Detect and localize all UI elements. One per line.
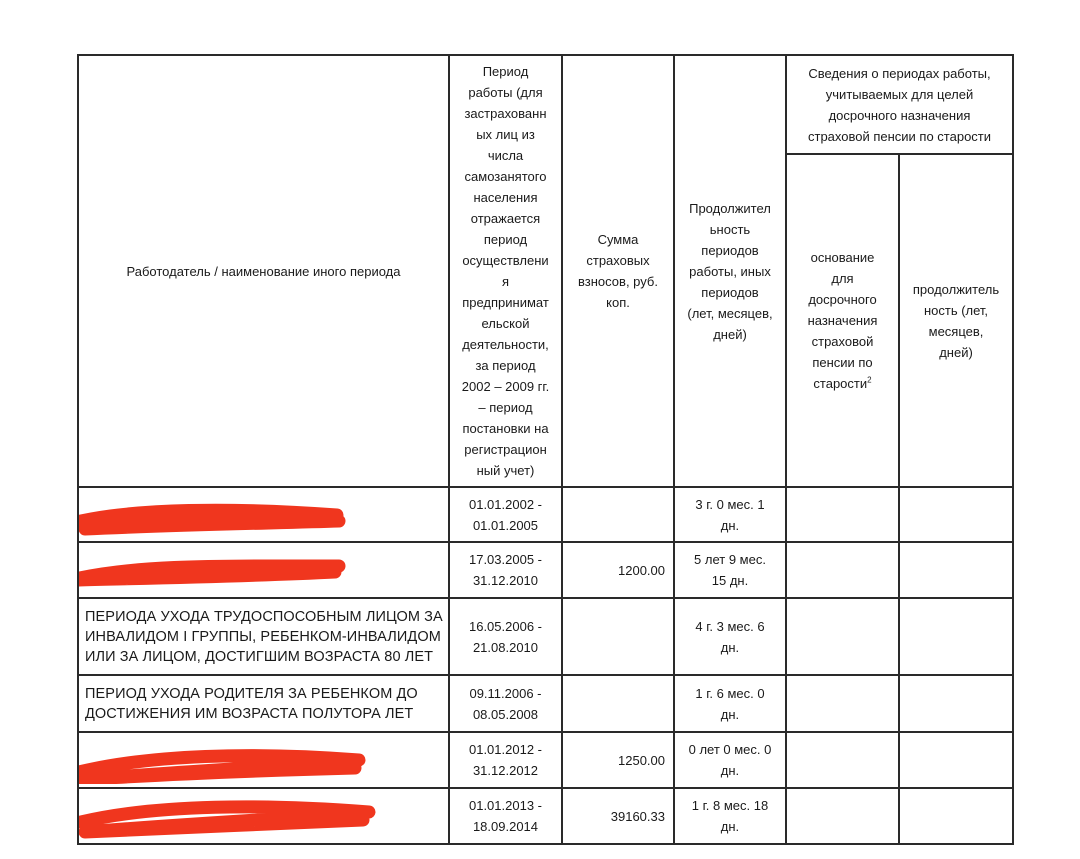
contribution-cell: 39160.33: [562, 788, 674, 844]
early-duration-cell: [899, 732, 1013, 788]
header-duration-line: Продолжител: [689, 200, 771, 216]
header-early-basis-line: назначения: [807, 313, 878, 328]
header-duration-line: (лет, месяцев,: [687, 305, 773, 321]
employer-text-line: ПЕРИОДА УХОДА ТРУДОСПОСОБНЫМ ЛИЦОМ ЗА: [85, 608, 443, 625]
period-cell: [449, 675, 562, 732]
duration-line: 4 г. 3 мес. 6: [695, 618, 765, 634]
header-duration-line: дней): [713, 326, 747, 342]
early-basis-cell: [786, 542, 899, 598]
early-basis-cell: [786, 732, 899, 788]
header-early-group-line: Сведения о периодах работы,: [808, 65, 991, 81]
header-work-period-line: я: [501, 274, 510, 289]
header-work-period-line: 2002 – 2009 гг.: [461, 379, 550, 394]
period-line: 17.03.2005 -: [468, 552, 542, 567]
early-duration-cell: [899, 487, 1013, 542]
duration-line: 15 дн.: [711, 573, 749, 588]
header-contributions-line: Сумма: [597, 232, 639, 247]
header-early-basis-line: досрочного: [808, 292, 877, 307]
period-line: 18.09.2014: [472, 819, 539, 834]
period-line: 08.05.2008: [472, 706, 539, 722]
header-early-duration-line: дней): [939, 344, 973, 360]
header-work-period-line: ный учет): [476, 463, 535, 478]
header-work-period-line: – период: [478, 400, 533, 415]
header-early-duration-line: месяцев,: [928, 323, 984, 339]
employer-text-line: ДОСТИЖЕНИЯ ИМ ВОЗРАСТА ПОЛУТОРА ЛЕТ: [85, 705, 414, 722]
duration-cell: [674, 675, 786, 732]
duration-line: дн.: [720, 763, 740, 778]
header-early-basis-line: [791, 373, 894, 394]
table-row: [78, 487, 1013, 542]
header-duration-line: периодов: [701, 284, 759, 300]
redaction-mark: [85, 740, 444, 780]
redaction-mark: [85, 550, 444, 590]
header-work-period-line: постановки на: [462, 421, 549, 436]
employer-text-line: ИНВАЛИДОМ I ГРУППЫ, РЕБЕНКОМ-ИНВАЛИДОМ: [85, 628, 441, 645]
duration-line: 1 г. 8 мес. 18: [691, 798, 769, 813]
employer-cell: [78, 732, 449, 788]
employer-cell: [78, 487, 449, 542]
header-contributions-line: страховых: [586, 253, 650, 268]
redaction-mark: [85, 796, 444, 836]
table-row: [78, 732, 1013, 788]
header-duration-line: периодов: [701, 242, 759, 258]
period-line: 01.01.2005: [472, 517, 539, 533]
header-early-group-line: страховой пенсии по старости: [807, 128, 992, 144]
period-line: 21.08.2010: [472, 639, 539, 655]
header-early-basis: [786, 154, 899, 487]
contribution-cell: [562, 598, 674, 675]
header-early-duration: [899, 154, 1013, 487]
duration-cell: [674, 487, 786, 542]
early-duration-cell: [899, 598, 1013, 675]
header-work-period-line: Период: [482, 64, 529, 79]
period-line: 01.01.2002 -: [468, 496, 542, 512]
duration-line: 1 г. 6 мес. 0: [695, 685, 765, 701]
duration-line: дн.: [720, 639, 740, 655]
duration-line: дн.: [720, 706, 740, 722]
employer-cell: [78, 675, 449, 732]
period-cell: [449, 788, 562, 844]
early-duration-cell: [899, 675, 1013, 732]
header-work-period-line: отражается: [470, 211, 541, 226]
header-work-period-line: населения: [473, 190, 538, 205]
duration-line: 5 лет 9 мес.: [694, 552, 766, 567]
period-line: 16.05.2006 -: [468, 618, 542, 634]
header-work-period-line: деятельности,: [462, 337, 549, 352]
header-work-period-line: за период: [475, 358, 536, 373]
header-work-period-line: работы (для: [468, 85, 543, 100]
period-line: 31.12.2010: [472, 573, 539, 588]
header-work-period-line: предпринимат: [462, 295, 549, 310]
period-cell: [449, 542, 562, 598]
header-work-period-line: ых лиц из: [476, 127, 535, 142]
contribution-cell: [562, 487, 674, 542]
table-row: [78, 542, 1013, 598]
pension-periods-table: [77, 54, 1014, 845]
duration-line: дн.: [720, 819, 740, 834]
header-early-pension-group: [786, 55, 1013, 154]
period-line: 09.11.2006 -: [469, 685, 542, 701]
contribution-cell: 1250.00: [562, 732, 674, 788]
duration-cell: [674, 732, 786, 788]
header-employer: [78, 55, 449, 487]
header-work-period-line: ельской: [481, 316, 530, 331]
period-cell: [449, 732, 562, 788]
header-work-period-line: период: [483, 232, 528, 247]
employer-text-line: ПЕРИОД УХОДА РОДИТЕЛЯ ЗА РЕБЕНКОМ ДО: [85, 685, 418, 702]
header-early-basis-line: пенсии по: [812, 355, 873, 370]
duration-cell: [674, 788, 786, 844]
header-duration-line: ьность: [709, 221, 751, 237]
header-early-duration-line: ность (лет,: [923, 302, 989, 318]
duration-cell: [674, 598, 786, 675]
early-duration-cell: [899, 542, 1013, 598]
early-basis-cell: [786, 598, 899, 675]
header-early-group-line: досрочного назначения: [828, 107, 971, 123]
redaction-mark: [85, 495, 444, 535]
early-basis-cell: [786, 487, 899, 542]
header-duration-line: работы, иных: [689, 263, 771, 279]
header-early-duration-line: продолжитель: [912, 281, 1000, 297]
header-early-basis-line: страховой: [811, 334, 874, 349]
early-duration-cell: [899, 788, 1013, 844]
table-row: [78, 598, 1013, 675]
header-work-period-line: застрахованн: [464, 106, 547, 121]
header-work-period-line: регистрацион: [464, 442, 547, 457]
duration-line: 3 г. 0 мес. 1: [695, 496, 765, 512]
employer-cell: [78, 788, 449, 844]
period-line: 01.01.2013 -: [468, 798, 542, 813]
period-cell: [449, 598, 562, 675]
employer-text-line: ИЛИ ЗА ЛИЦОМ, ДОСТИГШИМ ВОЗРАСТА 80 ЛЕТ: [85, 648, 434, 665]
period-cell: [449, 487, 562, 542]
header-early-group-line: учитываемых для целей: [825, 86, 974, 102]
header-work-period: [449, 55, 562, 487]
duration-line: 0 лет 0 мес. 0: [688, 742, 772, 757]
header-contributions-line: взносов, руб.: [578, 274, 658, 289]
contribution-cell: [562, 675, 674, 732]
employer-cell: [78, 542, 449, 598]
header-contributions-line: коп.: [606, 295, 630, 310]
header-employer-text: Работодатель / наименование иного периода: [126, 263, 401, 279]
header-early-basis-last: старости: [813, 376, 868, 391]
duration-cell: [674, 542, 786, 598]
contribution-cell: 1200.00: [562, 542, 674, 598]
header-early-basis-line: основание: [810, 250, 875, 265]
employer-cell: [78, 598, 449, 675]
header-work-period-line: осуществлени: [462, 253, 549, 268]
header-duration: [674, 55, 786, 487]
early-basis-cell: [786, 788, 899, 844]
header-work-period-line: числа: [487, 148, 524, 163]
early-basis-cell: [786, 675, 899, 732]
duration-line: дн.: [720, 517, 740, 533]
header-work-period-line: самозанятого: [464, 169, 547, 184]
table-row: [78, 675, 1013, 732]
period-line: 01.01.2012 -: [468, 742, 542, 757]
period-line: 31.12.2012: [472, 763, 539, 778]
footnote-marker: 2: [867, 375, 872, 385]
table-row: [78, 788, 1013, 844]
header-contributions: [562, 55, 674, 487]
header-early-basis-line: для: [831, 271, 854, 286]
